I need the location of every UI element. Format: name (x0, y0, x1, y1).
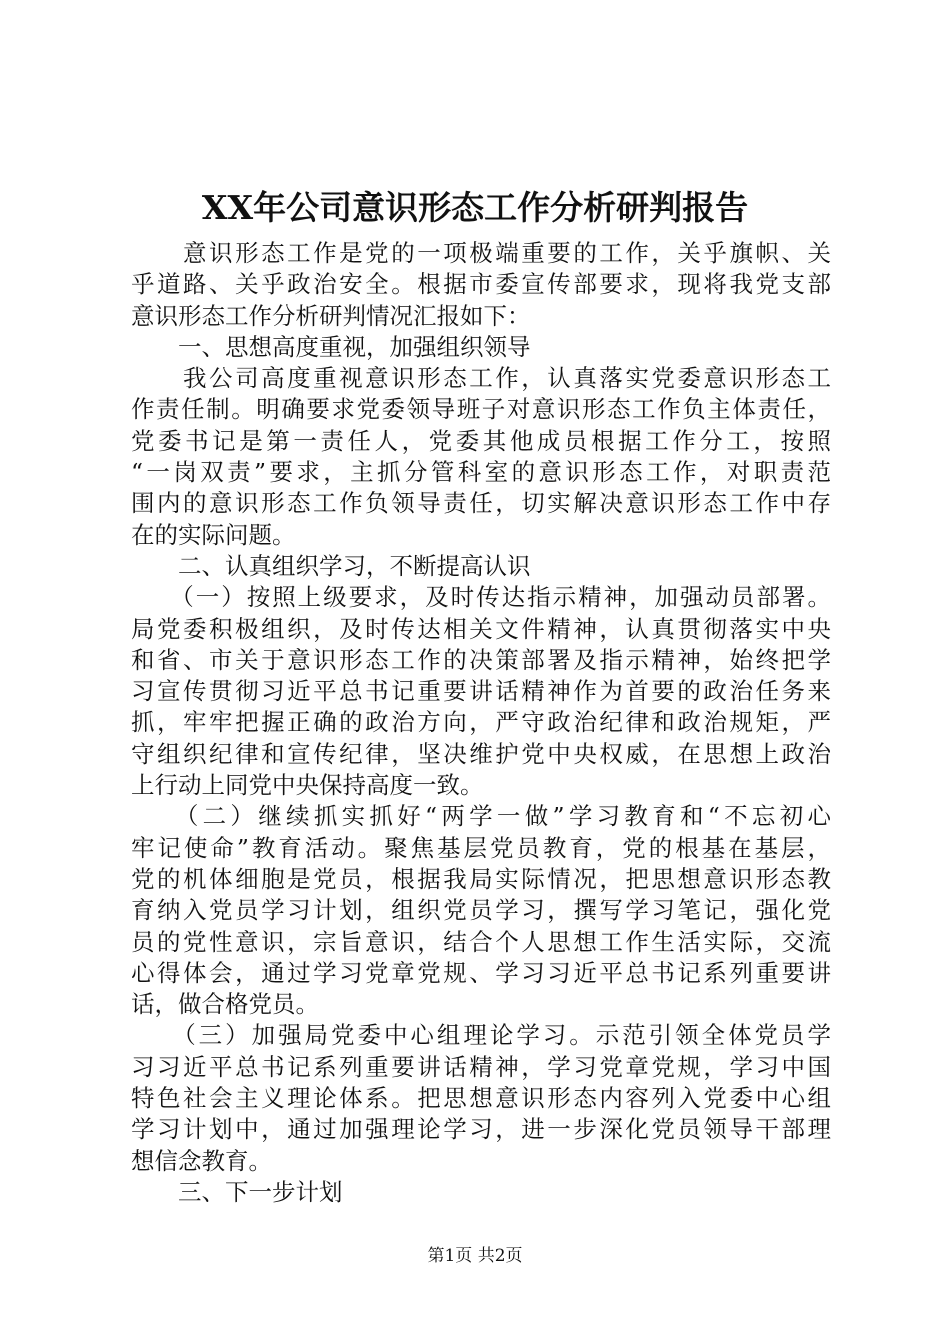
body-line: 党委书记是第一责任人，党委其他成员根据工作分工，按照 (131, 426, 831, 455)
body-line: 我公司高度重视意识形态工作，认真落实党委意识形态工 (131, 364, 831, 393)
body-line: 习习近平总书记系列重要讲话精神，学习党章党规，学习中国 (131, 1052, 831, 1081)
body-line: 党的机体细胞是党员，根据我局实际情况，把思想意识形态教 (131, 864, 831, 893)
document-title: XX年公司意识形态工作分析研判报告 (201, 188, 749, 227)
body-line: 想信念教育。 (131, 1146, 272, 1175)
body-line: 围内的意识形态工作负领导责任，切实解决意识形态工作中存 (131, 489, 831, 518)
body-line: 学习计划中，通过加强理论学习，进一步深化党员领导干部理 (131, 1115, 831, 1144)
body-line: “一岗双责”要求，主抓分管科室的意识形态工作，对职责范 (131, 458, 831, 487)
body-line: 守组织纪律和宣传纪律，坚决维护党中央权威，在思想上政治 (131, 739, 831, 768)
body-line: 局党委积极组织，及时传达相关文件精神，认真贯彻落实中央 (131, 614, 831, 643)
body-line: 一、思想高度重视，加强组织领导 (131, 332, 531, 361)
body-line: 三、下一步计划 (131, 1177, 343, 1206)
body-line: 上行动上同党中央保持高度一致。 (131, 771, 484, 800)
body-line: 心得体会，通过学习党章党规、学习习近平总书记系列重要讲 (131, 958, 831, 987)
body-line: 意识形态工作分析研判情况汇报如下： (131, 301, 531, 330)
body-line: （三）加强局党委中心组理论学习。示范引领全体党员学 (131, 1021, 831, 1050)
body-line: 习宣传贯彻习近平总书记重要讲话精神作为首要的政治任务来 (131, 677, 831, 706)
body-line: 乎道路、关乎政治安全。根据市委宣传部要求，现将我党支部 (131, 270, 831, 299)
body-line: 话，做合格党员。 (131, 990, 319, 1019)
body-line: 育纳入党员学习计划，组织党员学习，撰写学习笔记，强化党 (131, 896, 831, 925)
body-line: 抓，牢牢把握正确的政治方向，严守政治纪律和政治规矩，严 (131, 708, 831, 737)
body-line: 在的实际问题。 (131, 520, 296, 549)
body-line: 作责任制。明确要求党委领导班子对意识形态工作负主体责任， (131, 395, 831, 424)
body-line: 二、认真组织学习，不断提高认识 (131, 551, 531, 580)
page-footer: 第1页 共2页 (427, 1246, 523, 1266)
body-line: 和省、市关于意识形态工作的决策部署及指示精神，始终把学 (131, 645, 831, 674)
document-body (131, 238, 831, 1208)
body-line: 意识形态工作是党的一项极端重要的工作，关乎旗帜、关 (131, 239, 831, 267)
body-line: （二）继续抓实抓好“两学一做”学习教育和“不忘初心 (131, 802, 831, 831)
body-line: 员的党性意识，宗旨意识，结合个人思想工作生活实际，交流 (131, 927, 831, 956)
body-line: 牢记使命”教育活动。聚焦基层党员教育，党的根基在基层， (131, 833, 831, 862)
body-line: 特色社会主义理论体系。把思想意识形态内容列入党委中心组 (131, 1084, 831, 1113)
body-line: （一）按照上级要求，及时传达指示精神，加强动员部署。 (131, 583, 831, 612)
